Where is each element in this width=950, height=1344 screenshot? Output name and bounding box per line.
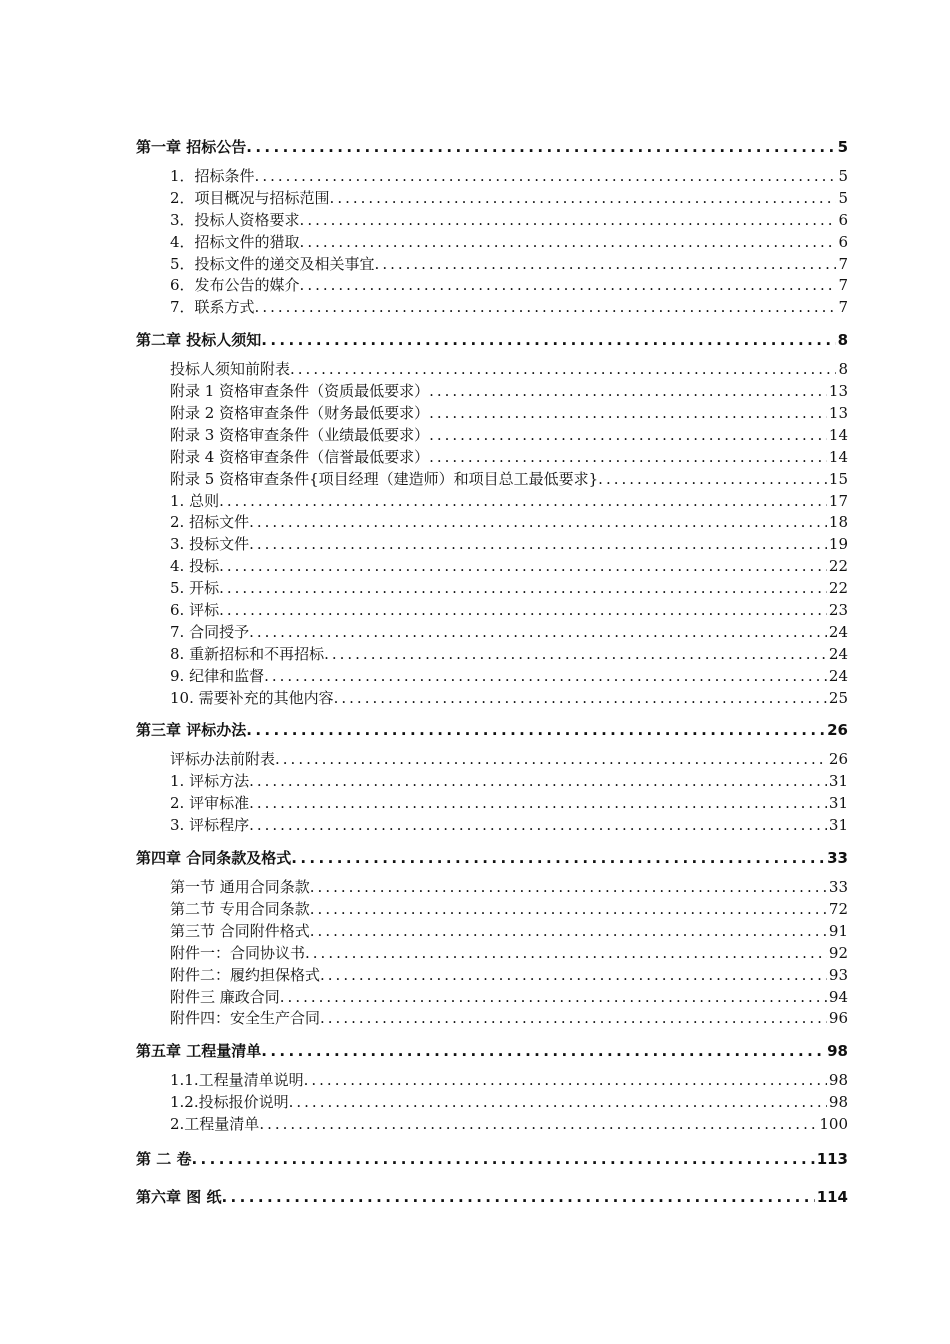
toc-entry-title: 4．招标文件的猎取 (170, 232, 300, 251)
toc-page-number: 17 (828, 491, 848, 510)
toc-entry[interactable] (136, 166, 848, 188)
toc-leader-dots (330, 188, 837, 210)
toc-leader-dots (261, 1040, 825, 1062)
toc-chapter-entry[interactable] (136, 1186, 848, 1208)
toc-leader-dots (259, 1114, 817, 1136)
toc-entry-title: 投标人须知前附表 (170, 360, 291, 379)
toc-leader-dots (300, 232, 837, 254)
toc-chapter-entry[interactable] (136, 1040, 848, 1062)
toc-page-number: 31 (828, 772, 848, 791)
toc-page-number: 98 (828, 1093, 848, 1112)
toc-leader-dots (305, 943, 827, 965)
toc-entry[interactable] (136, 188, 848, 210)
toc-entry-title: 附件四：安全生产合同 (170, 1009, 321, 1028)
toc-entry-title: 第六章 图 纸 (136, 1187, 222, 1206)
toc-leader-dots (300, 275, 837, 297)
toc-page-number: 6 (838, 232, 848, 251)
toc-entry[interactable] (136, 275, 848, 297)
toc-entry-title: 3．投标人资格要求 (170, 210, 300, 229)
toc-entry[interactable] (136, 232, 848, 254)
toc-leader-dots (300, 210, 837, 232)
toc-leader-dots (320, 965, 827, 987)
toc-entry-title: 6．发布公告的媒介 (170, 276, 300, 295)
toc-leader-dots (275, 749, 827, 771)
toc-leader-dots (255, 166, 837, 188)
toc-entry[interactable] (136, 877, 848, 899)
toc-entry-title: 1.2.投标报价说明 (170, 1093, 289, 1112)
toc-entry[interactable] (136, 359, 848, 381)
toc-page-number: 7 (838, 298, 848, 317)
toc-page-number: 14 (828, 447, 848, 466)
toc-leader-dots (249, 771, 827, 793)
toc-entry-title: 5. 开标 (170, 579, 220, 598)
toc-entry-title: 10. 需要补充的其他内容 (170, 688, 334, 707)
toc-entry[interactable] (136, 447, 848, 469)
toc-chapter-entry[interactable] (136, 719, 848, 741)
toc-page-number: 23 (828, 601, 848, 620)
toc-leader-dots (249, 793, 827, 815)
toc-entry-title: 附录 4 资格审查条件（信誉最低要求） (170, 447, 430, 466)
toc-entry-title: 附件一：合同协议书 (170, 943, 306, 962)
toc-page-number: 33 (828, 878, 848, 897)
toc-entry[interactable] (136, 815, 848, 837)
toc-leader-dots (429, 425, 827, 447)
toc-leader-dots (261, 329, 835, 351)
toc-entry[interactable] (136, 425, 848, 447)
toc-entry-title: 7. 合同授予 (170, 622, 250, 641)
toc-page-number: 96 (828, 1009, 848, 1028)
toc-page-number: 98 (827, 1042, 848, 1061)
toc-entry[interactable] (136, 254, 848, 276)
toc-entry-title: 3. 评标程序 (170, 816, 250, 835)
toc-entry[interactable] (136, 749, 848, 771)
toc-page-number: 18 (828, 513, 848, 532)
toc-entry-title: 第四章 合同条款及格式 (136, 849, 292, 868)
toc-leader-dots (334, 688, 827, 710)
toc-entry-title: 2. 评审标准 (170, 794, 250, 813)
toc-page-number: 5 (837, 138, 848, 156)
toc-entry-title: 第一章 招标公告 (136, 138, 247, 156)
toc-entry-title: 第二章 投标人须知 (136, 331, 262, 350)
toc-page-number: 5 (838, 167, 848, 185)
toc-entry[interactable] (136, 622, 848, 644)
toc-leader-dots (249, 815, 827, 837)
toc-chapter-entry[interactable] (136, 847, 848, 869)
toc-page-number: 94 (828, 987, 848, 1006)
toc-leader-dots (304, 1070, 827, 1092)
toc-entry-title: 第 二 卷 (136, 1149, 192, 1168)
toc-entry[interactable] (136, 987, 848, 1009)
toc-entry[interactable] (136, 556, 848, 578)
toc-leader-dots (246, 719, 825, 741)
toc-entry-title: 1.1.工程量清单说明 (170, 1071, 304, 1090)
toc-page-number: 6 (838, 210, 848, 229)
toc-entry-title: 评标办法前附表 (170, 750, 276, 769)
toc-entry-title: 第三节 合同附件格式 (170, 921, 310, 940)
toc-entry-title: 2.工程量清单 (170, 1115, 260, 1134)
toc-page-number: 91 (828, 921, 848, 940)
toc-page-number: 22 (828, 579, 848, 598)
toc-leader-dots (429, 403, 827, 425)
toc-page-number: 92 (828, 943, 848, 962)
toc-leader-dots (324, 644, 827, 666)
toc-entry[interactable] (136, 965, 848, 987)
toc-page-number: 100 (819, 1115, 848, 1134)
toc-page-number: 24 (828, 666, 848, 685)
toc-leader-dots (429, 381, 827, 403)
toc-entry-title: 附件三 廉政合同 (170, 987, 280, 1006)
toc-entry[interactable] (136, 644, 848, 666)
toc-entry[interactable] (136, 793, 848, 815)
toc-entry-title: 第二节 专用合同条款 (170, 899, 310, 918)
toc-chapter-entry[interactable] (136, 136, 848, 158)
toc-leader-dots (255, 297, 837, 319)
toc-entry[interactable] (136, 943, 848, 965)
toc-entry-title: 1. 评标方法 (170, 772, 250, 791)
toc-page-number: 24 (828, 644, 848, 663)
toc-entry-title: 2．项目概况与招标范围 (170, 188, 330, 207)
toc-leader-dots (375, 254, 837, 276)
toc-leader-dots (310, 877, 827, 899)
toc-entry-title: 7．联系方式 (170, 298, 255, 317)
toc-leader-dots (291, 847, 825, 869)
toc-entry-title: 9. 纪律和监督 (170, 666, 265, 685)
toc-leader-dots (219, 600, 827, 622)
toc-leader-dots (219, 556, 827, 578)
toc-entry[interactable] (136, 469, 848, 491)
toc-leader-dots (598, 469, 827, 491)
toc-entry-title: 4. 投标 (170, 557, 220, 576)
toc-leader-dots (249, 512, 827, 534)
toc-entry-title: 附录 1 资格审查条件（资质最低要求） (170, 382, 430, 401)
toc-leader-dots (246, 136, 835, 158)
toc-entry-title: 5．投标文件的递交及相关事宜 (170, 254, 375, 273)
toc-leader-dots (280, 987, 827, 1009)
toc-leader-dots (249, 534, 827, 556)
toc-leader-dots (429, 447, 827, 469)
toc-page-number: 93 (828, 965, 848, 984)
toc-entry[interactable] (136, 210, 848, 232)
toc-leader-dots (289, 1092, 827, 1114)
toc-entry[interactable] (136, 1070, 848, 1092)
toc-page-number: 13 (828, 404, 848, 423)
toc-page-number: 31 (828, 794, 848, 813)
toc-leader-dots (264, 666, 827, 688)
toc-page-number: 26 (827, 721, 848, 740)
toc-leader-dots (310, 921, 827, 943)
toc-entry[interactable] (136, 512, 848, 534)
toc-chapter-entry[interactable] (136, 329, 848, 351)
toc-entry-title: 附录 2 资格审查条件（财务最低要求） (170, 404, 430, 423)
toc-entry[interactable] (136, 688, 848, 710)
toc-entry-title: 2. 招标文件 (170, 513, 250, 532)
toc-entry-title: 6. 评标 (170, 601, 220, 620)
toc-entry[interactable] (136, 1114, 848, 1136)
toc-page-number: 5 (838, 188, 848, 207)
toc-leader-dots (249, 622, 827, 644)
toc-entry[interactable] (136, 1008, 848, 1030)
toc-page-number: 113 (816, 1149, 848, 1168)
toc-leader-dots (191, 1148, 814, 1170)
toc-page-number: 15 (828, 469, 848, 488)
toc-entry[interactable] (136, 771, 848, 793)
toc-page-number: 8 (838, 360, 848, 379)
toc-entry-title: 第五章 工程量清单 (136, 1042, 262, 1061)
toc-page-number: 72 (828, 899, 848, 918)
toc-page-number: 26 (828, 750, 848, 769)
toc-page-number: 8 (837, 331, 848, 350)
toc-entry[interactable] (136, 491, 848, 513)
toc-page-number: 24 (828, 622, 848, 641)
toc-leader-dots (290, 359, 836, 381)
toc-entry[interactable] (136, 899, 848, 921)
toc-leader-dots (219, 578, 827, 600)
table-of-contents (136, 136, 848, 1216)
toc-page-number: 114 (816, 1187, 848, 1206)
toc-entry-title: 附录 5 资格审查条件{项目经理（建造师）和项目总工最低要求} (170, 469, 599, 488)
toc-entry[interactable] (136, 1092, 848, 1114)
toc-entry[interactable] (136, 921, 848, 943)
toc-entry-title: 1. 总则 (170, 491, 220, 510)
toc-page-number: 13 (828, 382, 848, 401)
toc-entry-title: 8. 重新招标和不再招标 (170, 644, 325, 663)
toc-page-number: 7 (838, 254, 848, 273)
toc-entry-title: 附录 3 资格审查条件（业绩最低要求） (170, 425, 430, 444)
toc-page-number: 31 (828, 816, 848, 835)
toc-entry-title: 第一节 通用合同条款 (170, 878, 310, 897)
toc-entry[interactable] (136, 381, 848, 403)
toc-entry[interactable] (136, 600, 848, 622)
toc-chapter-entry[interactable] (136, 1148, 848, 1170)
toc-page-number: 22 (828, 557, 848, 576)
toc-entry[interactable] (136, 403, 848, 425)
toc-entry-title: 3. 投标文件 (170, 535, 250, 554)
toc-page-number: 14 (828, 425, 848, 444)
toc-page-number: 19 (828, 535, 848, 554)
toc-leader-dots (310, 899, 827, 921)
toc-entry-title: 附件二：履约担保格式 (170, 965, 321, 984)
toc-entry[interactable] (136, 578, 848, 600)
toc-page-number: 7 (838, 276, 848, 295)
toc-entry[interactable] (136, 534, 848, 556)
toc-page-number: 25 (828, 688, 848, 707)
toc-page-number: 33 (827, 849, 848, 868)
toc-leader-dots (219, 491, 827, 513)
toc-entry-title: 1．招标条件 (170, 167, 255, 185)
toc-leader-dots (320, 1008, 827, 1030)
toc-leader-dots (221, 1186, 814, 1208)
toc-entry[interactable] (136, 666, 848, 688)
toc-entry[interactable] (136, 297, 848, 319)
toc-entry-title: 第三章 评标办法 (136, 721, 247, 740)
toc-page-number: 98 (828, 1071, 848, 1090)
